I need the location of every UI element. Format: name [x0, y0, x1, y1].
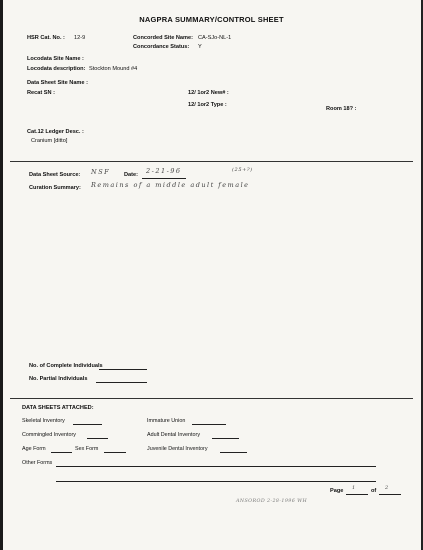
adult-dental-inventory-line: [212, 438, 239, 439]
curation-summary-value: Remains of a middle adult female: [91, 181, 250, 189]
page-title: NAGPRA SUMMARY/CONTROL SHEET: [139, 15, 284, 24]
of-label: of: [371, 488, 377, 494]
commingled-inventory-line: [87, 438, 108, 439]
partial-individuals-label: No. Partial Individuals: [29, 376, 88, 382]
page-number-line: [346, 494, 368, 495]
adult-dental-inventory-label: Adult Dental Inventory: [147, 432, 201, 438]
concorded-site-label: Concorded Site Name:: [133, 35, 193, 41]
hsr-cat-label: HSR Cat. No. :: [27, 35, 65, 41]
new-number-label: 12/ 1or2 New# :: [188, 90, 229, 96]
other-forms-label: Other Forms: [22, 460, 53, 466]
juvenile-dental-inventory-label: Juvenile Dental Inventory: [147, 446, 208, 452]
page-label: Page: [330, 488, 344, 494]
section-divider-1: [10, 161, 413, 162]
other-forms-line-1: [56, 466, 376, 467]
complete-individuals-line: [99, 369, 147, 370]
age-form-label: Age Form: [22, 446, 46, 452]
data-sheet-source-label: Data Sheet Source:: [29, 172, 81, 178]
curation-summary-label: Curation Summary:: [29, 185, 81, 191]
date-label: Date:: [124, 172, 138, 178]
locodata-description-label: Locodata description:: [27, 66, 86, 72]
concordance-status-value: Y: [198, 44, 202, 50]
data-sheet-site-label: Data Sheet Site Name :: [27, 80, 88, 86]
concorded-site-value: CA-SJo-NL-1: [198, 35, 232, 41]
total-pages-value: 2: [385, 485, 389, 491]
age-note: (25+?): [232, 167, 253, 173]
section-divider-2: [10, 398, 413, 399]
hsr-cat-value: 12-9: [74, 35, 86, 41]
complete-individuals-label: No. of Complete Individuals: [29, 363, 103, 369]
ledger-desc-label: Cat.12 Ledger Desc. :: [27, 129, 84, 135]
juvenile-dental-inventory-line: [220, 452, 247, 453]
archive-stamp: ANSOROD 2-28-1996 WH: [236, 499, 308, 504]
immature-union-label: Immature Union: [147, 418, 186, 424]
partial-individuals-line: [96, 382, 147, 383]
data-sheet-source-value: NSF: [91, 168, 111, 176]
age-form-line: [51, 452, 72, 453]
type-label: 12/ 1or2 Type :: [188, 102, 227, 108]
concordance-status-label: Concordance Status:: [133, 44, 190, 50]
ledger-desc-value: Cranium [ditto]: [31, 138, 68, 144]
skeletal-inventory-label: Skeletal Inventory: [22, 418, 65, 424]
locodata-site-label: Locodata Site Name :: [27, 56, 84, 62]
date-value: 2-21-96: [146, 167, 182, 175]
total-pages-line: [379, 494, 401, 495]
immature-union-line: [192, 424, 226, 425]
other-forms-line-2: [56, 481, 376, 482]
locodata-description-value: Stockton Mound #4: [89, 66, 138, 72]
skeletal-inventory-line: [73, 424, 102, 425]
recat-sn-label: Recat SN :: [27, 90, 55, 96]
commingled-inventory-label: Commingled Inventory: [22, 432, 76, 438]
sex-form-label: Sex Form: [75, 446, 99, 452]
date-line: [142, 178, 186, 179]
page-number-value: 1: [352, 485, 356, 491]
data-sheets-attached-heading: DATA SHEETS ATTACHED:: [22, 405, 94, 411]
sex-form-line: [104, 452, 126, 453]
room-18-label: Room 18? :: [326, 106, 357, 112]
